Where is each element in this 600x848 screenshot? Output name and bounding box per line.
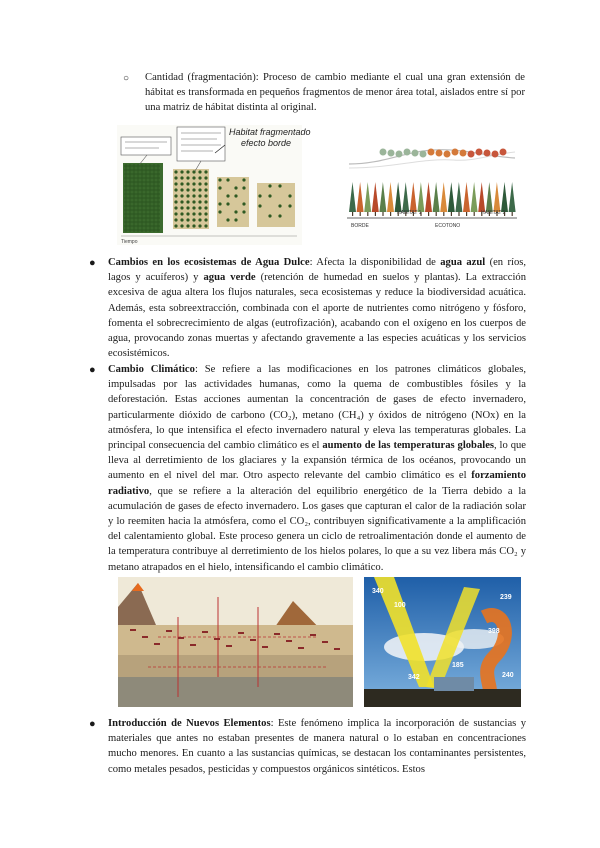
water-text-3: (retención de humedad en suelos y plantas). La extracción excesiva de agua altera los flujos naturales, seca ecosistemas y reduce la biodiversidad acuática. Además, esta sobreextracción, combinada con el aporte de nutrientes como nitrógeno y fósforo, fomenta el sobrecrecimiento de algas (eutrofización), acabando con el oxígeno en los cuerpos de agua, provocando zonas muertas y afectando gravemente a las especies acuáticas y los servicios ecosistémicos.: [108, 272, 526, 360]
ecotone-label-habitat2: HABITAT 2: [481, 210, 506, 216]
bullet-water: ●: [89, 257, 96, 269]
fragmentation-handwritten-1: Habitat fragmentado: [229, 127, 311, 137]
water-green: agua verde: [203, 272, 256, 284]
elements-paragraph: [108, 716, 526, 777]
energy-value-label: 240: [502, 672, 514, 679]
energy-balance-figure: [364, 577, 521, 707]
energy-value-label: 185: [452, 662, 464, 669]
bullet-elements: ●: [89, 718, 96, 730]
climate-temperature: aumento de las temperaturas globales: [322, 440, 495, 452]
fragmentation-figure: [117, 125, 311, 245]
ecotone-label-border: BORDE: [351, 223, 369, 229]
climate-paragraph: [108, 362, 526, 575]
water-blue: agua azul: [440, 257, 486, 268]
sub-bullet-marker: ○: [123, 73, 130, 84]
elements-title: Introducción de Nuevos Elementos: [108, 718, 271, 729]
ecotone-label-ecotone: ECOTONO: [435, 223, 461, 229]
energy-value-label: 398: [488, 628, 500, 635]
energy-value-label: 342: [408, 674, 420, 681]
fragmentation-axis-label: Tiempo: [121, 239, 138, 245]
ecotone-label-habitat1: HABITAT 1: [397, 210, 422, 216]
water-text-2: (en ríos, lagos y acuíferos) y: [108, 257, 527, 284]
elements-text-1: : Este fenómeno implica la incorporación de sustancias y materiales que antes no estaban presentes de manera natural o lo estaban en concentraciones mucho menores. En cuanto a las sustancias químicas, se destacan los contaminantes persistentes, como metales pesados, pesticidas y compuestos orgánicos sintéticos. Estos: [108, 718, 526, 775]
fragmentation-text: : Proceso de cambio mediante el cual una gran extensión de hábitat es transformada en pequeños fragmentos de menor área total, aislados entre sí por una matriz de hábitat distinta al original.: [145, 72, 525, 114]
climate-title: Cambio Climático: [108, 364, 195, 375]
water-title: Cambios en los ecosistemas de Agua Dulce: [108, 257, 310, 268]
climate-cycle-figure: [118, 577, 353, 707]
water-paragraph: [108, 255, 526, 361]
ecotone-figure: [343, 134, 521, 232]
water-text-1: : Afecta la disponibilidad de: [309, 257, 441, 268]
climate-text-3: , que se refiere a la alteración del equilibrio energético de la Tierra debido a la acumulación de gases de efecto invernadero. Los gases que capturan el calor de la radiación solar y lo reemiten hacia la atmósfera, como el CO₂, contribuyen significativamente a la amplificación del calentamiento global. Este proceso genera un ciclo de retroalimentación donde el aumento de la temperatura contribuye al derretimiento de los hielos polares, lo que a su vez libera más CO₂ y metano atrapados en el hielo, intensificando el cambio climático.: [108, 485, 526, 573]
fragmentation-paragraph: [145, 70, 525, 116]
energy-value-label: 340: [372, 588, 384, 595]
fragmentation-lead: Cantidad (fragmentación): [145, 72, 256, 83]
bullet-climate: ●: [89, 364, 96, 376]
climate-radiative-forcing: forzamiento radiativo: [108, 470, 526, 497]
energy-value-label: 239: [500, 594, 512, 601]
fragmentation-handwritten-2: efecto borde: [241, 138, 292, 148]
climate-text-1: : Se refiere a las modificaciones en los patrones climáticos globales, impulsadas por las actividades humanas, como la quema de combustibles fósiles y la deforestación. Estas acciones aumentan la concentración de gases de efecto invernadero, particularmente dióxido de carbono (CO₂), metano (CH₄) y óxidos de nitrógeno (NOx) en la atmósfera, lo que intensifica el efecto invernadero natural y eleva las temperaturas globales. La principal consecuencia del cambio climático es el: [108, 364, 526, 452]
climate-text-2: , lo que lleva al derretimiento de los glaciares y la expansión térmica de los océanos, provocando un aumento en el nivel del mar. Otro aspecto relevante del cambio climático es el: [108, 440, 526, 482]
energy-value-label: 100: [394, 602, 406, 609]
